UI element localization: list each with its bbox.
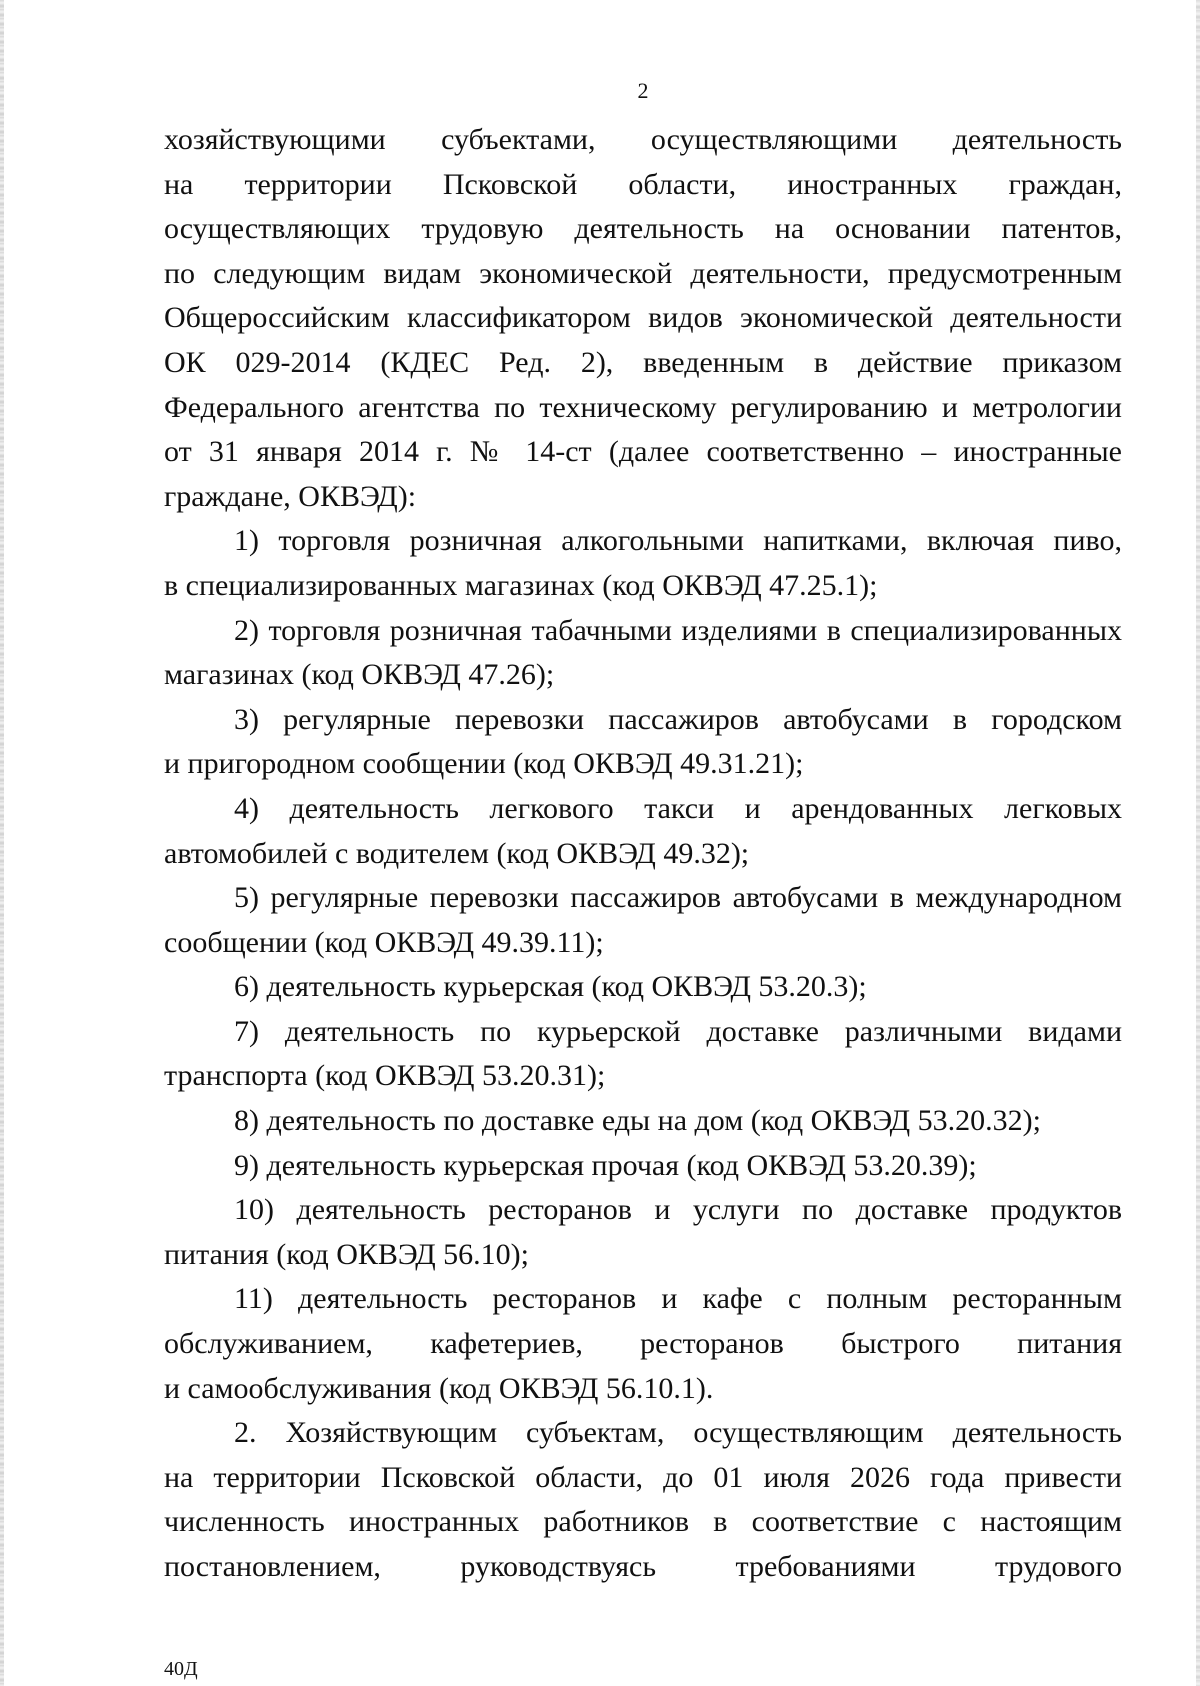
document-body [164, 118, 1122, 1590]
text-line: и пригородном сообщении (код ОКВЭД 49.31.21); [164, 747, 804, 781]
text-line: и самообслуживания (код ОКВЭД 56.10.1). [164, 1371, 714, 1405]
text-line: 1) торговля розничная алкогольными напитками, включая пиво, [234, 524, 1122, 558]
text-line: 9) деятельность курьерская прочая (код ОКВЭД 53.20.39); [234, 1148, 977, 1182]
text-line: на территории Псковской области, до 01 июля 2026 года привести [164, 1460, 1122, 1494]
page-number: 2 [637, 78, 649, 103]
text-line: 6) деятельность курьерская (код ОКВЭД 53.20.3); [234, 970, 867, 1004]
text-line: от 31 января 2014 г. № 14-ст (далее соответственно – иностранные [164, 435, 1122, 469]
text-line: 3) регулярные перевозки пассажиров автобусами в городском [234, 702, 1122, 736]
text-line: обслуживанием, кафетериев, ресторанов быстрого питания [164, 1327, 1122, 1361]
text-line: граждане, ОКВЭД): [164, 479, 417, 513]
text-line: магазинах (код ОКВЭД 47.26); [164, 658, 555, 692]
text-line: транспорта (код ОКВЭД 53.20.31); [164, 1059, 606, 1093]
text-line: на территории Псковской области, иностранных граждан, [164, 167, 1122, 201]
text-line: 4) деятельность легкового такси и арендованных легковых [234, 791, 1122, 825]
text-line: осуществляющих трудовую деятельность на основании патентов, [164, 212, 1122, 246]
text-line: Общероссийским классификатором видов экономической деятельности [164, 301, 1122, 335]
text-line: 7) деятельность по курьерской доставке различными видами [234, 1014, 1122, 1048]
text-line: 2) торговля розничная табачными изделиями в специализированных [234, 613, 1122, 647]
text-line: 10) деятельность ресторанов и услуги по доставке продуктов [234, 1193, 1122, 1227]
scan-edge-left [0, 0, 4, 1686]
text-line: питания (код ОКВЭД 56.10); [164, 1237, 530, 1271]
footer-code: 40Д [164, 1658, 198, 1680]
text-line: ОК 029-2014 (КДЕС Ред. 2), введенным в действие приказом [164, 345, 1122, 379]
scan-edge-right [1196, 0, 1200, 1686]
text-line: постановлением, руководствуясь требованиями трудового [164, 1550, 1122, 1583]
text-line: 8) деятельность по доставке еды на дом (код ОКВЭД 53.20.32); [234, 1104, 1041, 1138]
text-line: хозяйствующими субъектами, осуществляющими деятельность [164, 123, 1122, 156]
text-line: автомобилей с водителем (код ОКВЭД 49.32); [164, 836, 750, 870]
text-line: по следующим видам экономической деятельности, предусмотренным [164, 256, 1122, 290]
text-line: 5) регулярные перевозки пассажиров автобусами в международном [234, 881, 1122, 915]
text-line: численность иностранных работников в соответствие с настоящим [164, 1505, 1122, 1539]
text-line: 2. Хозяйствующим субъектам, осуществляющим деятельность [234, 1416, 1122, 1450]
text-line: в специализированных магазинах (код ОКВЭД 47.25.1); [164, 568, 878, 602]
text-line: Федерального агентства по техническому регулированию и метрологии [164, 390, 1122, 424]
text-line: сообщении (код ОКВЭД 49.39.11); [164, 925, 604, 959]
text-line: 11) деятельность ресторанов и кафе с полным ресторанным [234, 1282, 1122, 1316]
